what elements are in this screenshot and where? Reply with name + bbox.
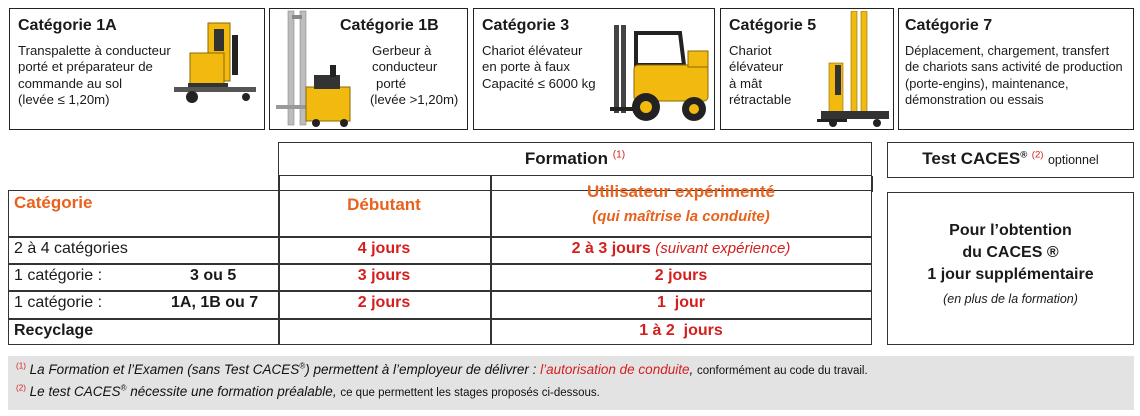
category-title: Catégorie 3 xyxy=(482,17,570,34)
category-card-3 xyxy=(473,8,715,130)
beginner-duration: 2 jours xyxy=(357,294,411,311)
category-description: Chariot élévateur à mât rétractable xyxy=(729,43,792,108)
forklift-icon xyxy=(610,21,714,127)
category-description: Transpalette à conducteur porté et préparateur de commande au sol (levée ≤ 1,20m) xyxy=(18,43,171,108)
category-description: Gerbeur à conducteur porté (levée >1,20m) xyxy=(370,43,459,108)
test-caces-line2: du CACES ® xyxy=(962,244,1059,261)
category-title: Catégorie 5 xyxy=(729,17,817,34)
experienced-duration: 2 jours xyxy=(654,267,708,284)
test-caces-title: Test CACES® $^{(2)}$ optionnel xyxy=(922,149,1099,168)
row-label: 1 catégorie : xyxy=(14,294,103,311)
column-header-experienced: Utilisateur expérimenté xyxy=(586,182,775,201)
column-header-experienced-sub: (qui maîtrise la conduite) xyxy=(592,208,770,225)
category-description: Déplacement, chargement, transfert de chariots sans activité de production (porte-engins), maintenance, démonstration ou essais xyxy=(905,43,1123,108)
experienced-duration: 1 à 2 jours xyxy=(639,322,723,339)
footnotes xyxy=(8,356,1134,410)
test-caces-line3: 1 jour supplémentaire xyxy=(927,266,1094,283)
category-title: Catégorie 1B xyxy=(340,17,439,34)
pallet-truck-icon xyxy=(170,13,264,127)
beginner-duration: 3 jours xyxy=(357,267,411,284)
row-label: Recyclage xyxy=(14,322,94,339)
row-label: 2 à 4 catégories xyxy=(14,240,128,257)
category-card-1b xyxy=(269,8,468,130)
column-header-beginner: Débutant xyxy=(347,195,421,214)
category-description: Chariot élévateur en porte à faux Capacité ≤ 6000 kg xyxy=(482,43,596,91)
reach-truck-icon xyxy=(815,11,893,129)
table-divider xyxy=(8,318,872,320)
footnote-2: $^{(2)}$ Le test CACES® nécessite une formation préalable, ce que permettent les stages proposés ci-dessous. xyxy=(16,383,600,399)
table-divider xyxy=(8,236,872,238)
row-categories: 3 ou 5 xyxy=(190,267,237,284)
row-header: Catégorie xyxy=(14,193,93,212)
footnote-1: $^{(1)}$ La Formation et l’Examen (sans Test CACES®) permettent à l’employeur de délivrer : l’autorisation de conduite, conformément au code du travail. xyxy=(16,361,868,377)
category-card-7 xyxy=(898,8,1134,130)
category-card-5 xyxy=(720,8,894,130)
category-title: Catégorie 7 xyxy=(905,17,993,34)
category-title: Catégorie 1A xyxy=(18,17,117,34)
formation-header: Formation $^{(1)}$ xyxy=(524,149,626,168)
table-divider xyxy=(8,290,872,292)
experienced-duration: 1 jour xyxy=(656,294,705,311)
experienced-duration: 2 à 3 jours (suivant expérience) xyxy=(571,240,791,257)
row-categories: 1A, 1B ou 7 xyxy=(171,294,259,311)
beginner-duration: 4 jours xyxy=(357,240,411,257)
table-divider xyxy=(8,263,872,265)
test-caces-line4: (en plus de la formation) xyxy=(943,292,1078,306)
test-caces-line1: Pour l’obtention xyxy=(949,222,1072,239)
row-label: 1 catégorie : xyxy=(14,267,103,284)
category-card-1a xyxy=(9,8,265,130)
